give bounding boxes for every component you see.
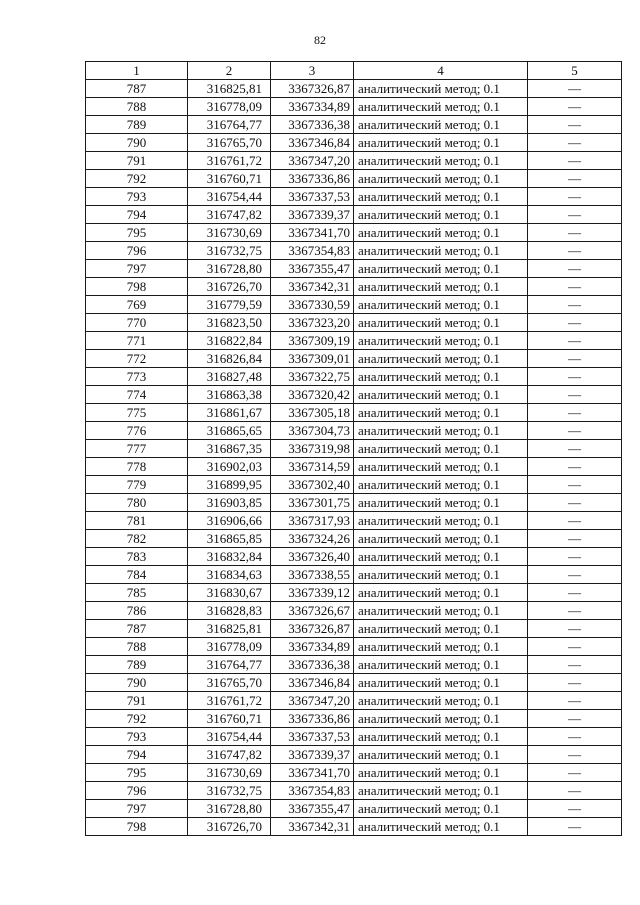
method-cell: аналитический метод; 0.1	[354, 242, 528, 260]
point-number-cell: 783	[86, 548, 188, 566]
note-cell: —	[528, 818, 622, 836]
point-number-cell: 772	[86, 350, 188, 368]
point-number-cell: 784	[86, 566, 188, 584]
note-cell: —	[528, 296, 622, 314]
note-cell: —	[528, 800, 622, 818]
point-number-cell: 776	[86, 422, 188, 440]
table-row	[86, 278, 622, 296]
method-cell: аналитический метод; 0.1	[354, 152, 528, 170]
x-coordinate-cell: 316778,09	[188, 98, 271, 116]
x-coordinate-cell: 316728,80	[188, 800, 271, 818]
point-number-cell: 793	[86, 188, 188, 206]
table-body	[86, 80, 622, 836]
x-coordinate-cell: 316747,82	[188, 746, 271, 764]
note-cell: —	[528, 278, 622, 296]
x-coordinate-cell: 316779,59	[188, 296, 271, 314]
table-row	[86, 818, 622, 836]
table-row	[86, 764, 622, 782]
method-cell: аналитический метод; 0.1	[354, 602, 528, 620]
y-coordinate-cell: 3367334,89	[271, 638, 354, 656]
note-cell: —	[528, 386, 622, 404]
method-cell: аналитический метод; 0.1	[354, 710, 528, 728]
method-cell: аналитический метод; 0.1	[354, 692, 528, 710]
method-cell: аналитический метод; 0.1	[354, 800, 528, 818]
table-row	[86, 332, 622, 350]
table-row	[86, 404, 622, 422]
y-coordinate-cell: 3367301,75	[271, 494, 354, 512]
y-coordinate-cell: 3367309,01	[271, 350, 354, 368]
point-number-cell: 786	[86, 602, 188, 620]
x-coordinate-cell: 316863,38	[188, 386, 271, 404]
table-row	[86, 530, 622, 548]
x-coordinate-cell: 316834,63	[188, 566, 271, 584]
table-row	[86, 440, 622, 458]
y-coordinate-cell: 3367342,31	[271, 818, 354, 836]
table-row	[86, 296, 622, 314]
method-cell: аналитический метод; 0.1	[354, 170, 528, 188]
note-cell: —	[528, 530, 622, 548]
point-number-cell: 795	[86, 764, 188, 782]
table-row	[86, 314, 622, 332]
table-row	[86, 458, 622, 476]
y-coordinate-cell: 3367336,86	[271, 170, 354, 188]
point-number-cell: 775	[86, 404, 188, 422]
note-cell: —	[528, 746, 622, 764]
note-cell: —	[528, 134, 622, 152]
table-row	[86, 782, 622, 800]
x-coordinate-cell: 316726,70	[188, 278, 271, 296]
y-coordinate-cell: 3367354,83	[271, 242, 354, 260]
x-coordinate-cell: 316760,71	[188, 170, 271, 188]
point-number-cell: 793	[86, 728, 188, 746]
method-cell: аналитический метод; 0.1	[354, 782, 528, 800]
page-number: 82	[314, 33, 326, 47]
y-coordinate-cell: 3367323,20	[271, 314, 354, 332]
method-cell: аналитический метод; 0.1	[354, 116, 528, 134]
x-coordinate-cell: 316830,67	[188, 584, 271, 602]
x-coordinate-cell: 316761,72	[188, 152, 271, 170]
x-coordinate-cell: 316823,50	[188, 314, 271, 332]
method-cell: аналитический метод; 0.1	[354, 512, 528, 530]
x-coordinate-cell: 316899,95	[188, 476, 271, 494]
point-number-cell: 774	[86, 386, 188, 404]
point-number-cell: 794	[86, 206, 188, 224]
note-cell: —	[528, 332, 622, 350]
note-cell: —	[528, 782, 622, 800]
table-row	[86, 566, 622, 584]
method-cell: аналитический метод; 0.1	[354, 224, 528, 242]
point-number-cell: 790	[86, 134, 188, 152]
table-row	[86, 206, 622, 224]
y-coordinate-cell: 3367346,84	[271, 674, 354, 692]
method-cell: аналитический метод; 0.1	[354, 728, 528, 746]
y-coordinate-cell: 3367320,42	[271, 386, 354, 404]
point-number-cell: 773	[86, 368, 188, 386]
method-cell: аналитический метод; 0.1	[354, 674, 528, 692]
x-coordinate-cell: 316865,85	[188, 530, 271, 548]
x-coordinate-cell: 316765,70	[188, 134, 271, 152]
method-cell: аналитический метод; 0.1	[354, 620, 528, 638]
table-row	[86, 152, 622, 170]
note-cell: —	[528, 584, 622, 602]
y-coordinate-cell: 3367336,38	[271, 116, 354, 134]
y-coordinate-cell: 3367322,75	[271, 368, 354, 386]
column-header-5: 5	[528, 62, 622, 80]
point-number-cell: 779	[86, 476, 188, 494]
point-number-cell: 792	[86, 170, 188, 188]
x-coordinate-cell: 316732,75	[188, 782, 271, 800]
y-coordinate-cell: 3367354,83	[271, 782, 354, 800]
point-number-cell: 792	[86, 710, 188, 728]
x-coordinate-cell: 316765,70	[188, 674, 271, 692]
note-cell: —	[528, 620, 622, 638]
method-cell: аналитический метод; 0.1	[354, 206, 528, 224]
point-number-cell: 791	[86, 692, 188, 710]
point-number-cell: 797	[86, 800, 188, 818]
method-cell: аналитический метод; 0.1	[354, 134, 528, 152]
table-row	[86, 422, 622, 440]
table-row	[86, 512, 622, 530]
y-coordinate-cell: 3367326,87	[271, 80, 354, 98]
x-coordinate-cell: 316827,48	[188, 368, 271, 386]
point-number-cell: 798	[86, 818, 188, 836]
point-number-cell: 795	[86, 224, 188, 242]
y-coordinate-cell: 3367330,59	[271, 296, 354, 314]
method-cell: аналитический метод; 0.1	[354, 422, 528, 440]
x-coordinate-cell: 316732,75	[188, 242, 271, 260]
table-row	[86, 620, 622, 638]
y-coordinate-cell: 3367326,67	[271, 602, 354, 620]
table-row	[86, 800, 622, 818]
method-cell: аналитический метод; 0.1	[354, 746, 528, 764]
note-cell: —	[528, 692, 622, 710]
method-cell: аналитический метод; 0.1	[354, 530, 528, 548]
method-cell: аналитический метод; 0.1	[354, 332, 528, 350]
note-cell: —	[528, 728, 622, 746]
x-coordinate-cell: 316861,67	[188, 404, 271, 422]
y-coordinate-cell: 3367326,40	[271, 548, 354, 566]
note-cell: —	[528, 674, 622, 692]
method-cell: аналитический метод; 0.1	[354, 98, 528, 116]
x-coordinate-cell: 316828,83	[188, 602, 271, 620]
table-row	[86, 746, 622, 764]
point-number-cell: 794	[86, 746, 188, 764]
method-cell: аналитический метод; 0.1	[354, 278, 528, 296]
point-number-cell: 788	[86, 98, 188, 116]
table-row	[86, 656, 622, 674]
table-row	[86, 134, 622, 152]
table-row	[86, 710, 622, 728]
note-cell: —	[528, 602, 622, 620]
x-coordinate-cell: 316764,77	[188, 656, 271, 674]
point-number-cell: 781	[86, 512, 188, 530]
table-row	[86, 170, 622, 188]
table-row	[86, 368, 622, 386]
y-coordinate-cell: 3367304,73	[271, 422, 354, 440]
method-cell: аналитический метод; 0.1	[354, 386, 528, 404]
note-cell: —	[528, 350, 622, 368]
method-cell: аналитический метод; 0.1	[354, 458, 528, 476]
y-coordinate-cell: 3367355,47	[271, 260, 354, 278]
point-number-cell: 778	[86, 458, 188, 476]
x-coordinate-cell: 316747,82	[188, 206, 271, 224]
note-cell: —	[528, 224, 622, 242]
table-row	[86, 674, 622, 692]
y-coordinate-cell: 3367339,37	[271, 746, 354, 764]
y-coordinate-cell: 3367319,98	[271, 440, 354, 458]
x-coordinate-cell: 316754,44	[188, 188, 271, 206]
table-row	[86, 548, 622, 566]
x-coordinate-cell: 316760,71	[188, 710, 271, 728]
method-cell: аналитический метод; 0.1	[354, 656, 528, 674]
x-coordinate-cell: 316903,85	[188, 494, 271, 512]
point-number-cell: 789	[86, 116, 188, 134]
y-coordinate-cell: 3367339,12	[271, 584, 354, 602]
y-coordinate-cell: 3367317,93	[271, 512, 354, 530]
table-row	[86, 224, 622, 242]
y-coordinate-cell: 3367337,53	[271, 728, 354, 746]
point-number-cell: 769	[86, 296, 188, 314]
note-cell: —	[528, 548, 622, 566]
y-coordinate-cell: 3367336,38	[271, 656, 354, 674]
note-cell: —	[528, 512, 622, 530]
note-cell: —	[528, 314, 622, 332]
note-cell: —	[528, 80, 622, 98]
method-cell: аналитический метод; 0.1	[354, 548, 528, 566]
x-coordinate-cell: 316826,84	[188, 350, 271, 368]
y-coordinate-cell: 3367342,31	[271, 278, 354, 296]
x-coordinate-cell: 316764,77	[188, 116, 271, 134]
x-coordinate-cell: 316730,69	[188, 224, 271, 242]
method-cell: аналитический метод; 0.1	[354, 764, 528, 782]
table-row	[86, 476, 622, 494]
y-coordinate-cell: 3367314,59	[271, 458, 354, 476]
point-number-cell: 782	[86, 530, 188, 548]
x-coordinate-cell: 316761,72	[188, 692, 271, 710]
column-header-3: 3	[271, 62, 354, 80]
table-row	[86, 602, 622, 620]
method-cell: аналитический метод; 0.1	[354, 296, 528, 314]
point-number-cell: 789	[86, 656, 188, 674]
y-coordinate-cell: 3367346,84	[271, 134, 354, 152]
note-cell: —	[528, 206, 622, 224]
y-coordinate-cell: 3367326,87	[271, 620, 354, 638]
table-header-row	[86, 62, 622, 80]
y-coordinate-cell: 3367338,55	[271, 566, 354, 584]
y-coordinate-cell: 3367309,19	[271, 332, 354, 350]
table-row	[86, 260, 622, 278]
column-header-4: 4	[354, 62, 528, 80]
y-coordinate-cell: 3367337,53	[271, 188, 354, 206]
y-coordinate-cell: 3367341,70	[271, 764, 354, 782]
table-row	[86, 242, 622, 260]
x-coordinate-cell: 316825,81	[188, 80, 271, 98]
x-coordinate-cell: 316825,81	[188, 620, 271, 638]
note-cell: —	[528, 368, 622, 386]
y-coordinate-cell: 3367302,40	[271, 476, 354, 494]
x-coordinate-cell: 316754,44	[188, 728, 271, 746]
y-coordinate-cell: 3367355,47	[271, 800, 354, 818]
table-row	[86, 98, 622, 116]
method-cell: аналитический метод; 0.1	[354, 638, 528, 656]
y-coordinate-cell: 3367336,86	[271, 710, 354, 728]
method-cell: аналитический метод; 0.1	[354, 584, 528, 602]
x-coordinate-cell: 316867,35	[188, 440, 271, 458]
note-cell: —	[528, 242, 622, 260]
x-coordinate-cell: 316906,66	[188, 512, 271, 530]
note-cell: —	[528, 458, 622, 476]
x-coordinate-cell: 316730,69	[188, 764, 271, 782]
method-cell: аналитический метод; 0.1	[354, 494, 528, 512]
note-cell: —	[528, 98, 622, 116]
note-cell: —	[528, 764, 622, 782]
x-coordinate-cell: 316902,03	[188, 458, 271, 476]
note-cell: —	[528, 152, 622, 170]
point-number-cell: 777	[86, 440, 188, 458]
x-coordinate-cell: 316865,65	[188, 422, 271, 440]
point-number-cell: 796	[86, 242, 188, 260]
point-number-cell: 780	[86, 494, 188, 512]
method-cell: аналитический метод; 0.1	[354, 566, 528, 584]
y-coordinate-cell: 3367347,20	[271, 152, 354, 170]
table-row	[86, 638, 622, 656]
table-row	[86, 728, 622, 746]
column-header-1: 1	[86, 62, 188, 80]
note-cell: —	[528, 404, 622, 422]
note-cell: —	[528, 656, 622, 674]
note-cell: —	[528, 494, 622, 512]
method-cell: аналитический метод; 0.1	[354, 440, 528, 458]
table-row	[86, 386, 622, 404]
y-coordinate-cell: 3367334,89	[271, 98, 354, 116]
point-number-cell: 797	[86, 260, 188, 278]
method-cell: аналитический метод; 0.1	[354, 80, 528, 98]
method-cell: аналитический метод; 0.1	[354, 476, 528, 494]
method-cell: аналитический метод; 0.1	[354, 260, 528, 278]
note-cell: —	[528, 170, 622, 188]
y-coordinate-cell: 3367347,20	[271, 692, 354, 710]
point-number-cell: 788	[86, 638, 188, 656]
table-row	[86, 116, 622, 134]
note-cell: —	[528, 260, 622, 278]
y-coordinate-cell: 3367305,18	[271, 404, 354, 422]
note-cell: —	[528, 476, 622, 494]
y-coordinate-cell: 3367341,70	[271, 224, 354, 242]
point-number-cell: 770	[86, 314, 188, 332]
table-row	[86, 80, 622, 98]
point-number-cell: 796	[86, 782, 188, 800]
table-row	[86, 494, 622, 512]
method-cell: аналитический метод; 0.1	[354, 404, 528, 422]
note-cell: —	[528, 188, 622, 206]
x-coordinate-cell: 316728,80	[188, 260, 271, 278]
x-coordinate-cell: 316778,09	[188, 638, 271, 656]
note-cell: —	[528, 116, 622, 134]
method-cell: аналитический метод; 0.1	[354, 314, 528, 332]
x-coordinate-cell: 316832,84	[188, 548, 271, 566]
point-number-cell: 790	[86, 674, 188, 692]
note-cell: —	[528, 710, 622, 728]
table-row	[86, 692, 622, 710]
method-cell: аналитический метод; 0.1	[354, 818, 528, 836]
method-cell: аналитический метод; 0.1	[354, 368, 528, 386]
x-coordinate-cell: 316726,70	[188, 818, 271, 836]
note-cell: —	[528, 566, 622, 584]
point-number-cell: 785	[86, 584, 188, 602]
note-cell: —	[528, 638, 622, 656]
table-row	[86, 188, 622, 206]
note-cell: —	[528, 440, 622, 458]
point-number-cell: 771	[86, 332, 188, 350]
point-number-cell: 787	[86, 80, 188, 98]
table-row	[86, 584, 622, 602]
point-number-cell: 787	[86, 620, 188, 638]
note-cell: —	[528, 422, 622, 440]
y-coordinate-cell: 3367339,37	[271, 206, 354, 224]
y-coordinate-cell: 3367324,26	[271, 530, 354, 548]
x-coordinate-cell: 316822,84	[188, 332, 271, 350]
point-number-cell: 791	[86, 152, 188, 170]
column-header-2: 2	[188, 62, 271, 80]
table-row	[86, 350, 622, 368]
point-number-cell: 798	[86, 278, 188, 296]
coordinates-table	[85, 61, 622, 836]
method-cell: аналитический метод; 0.1	[354, 188, 528, 206]
method-cell: аналитический метод; 0.1	[354, 350, 528, 368]
